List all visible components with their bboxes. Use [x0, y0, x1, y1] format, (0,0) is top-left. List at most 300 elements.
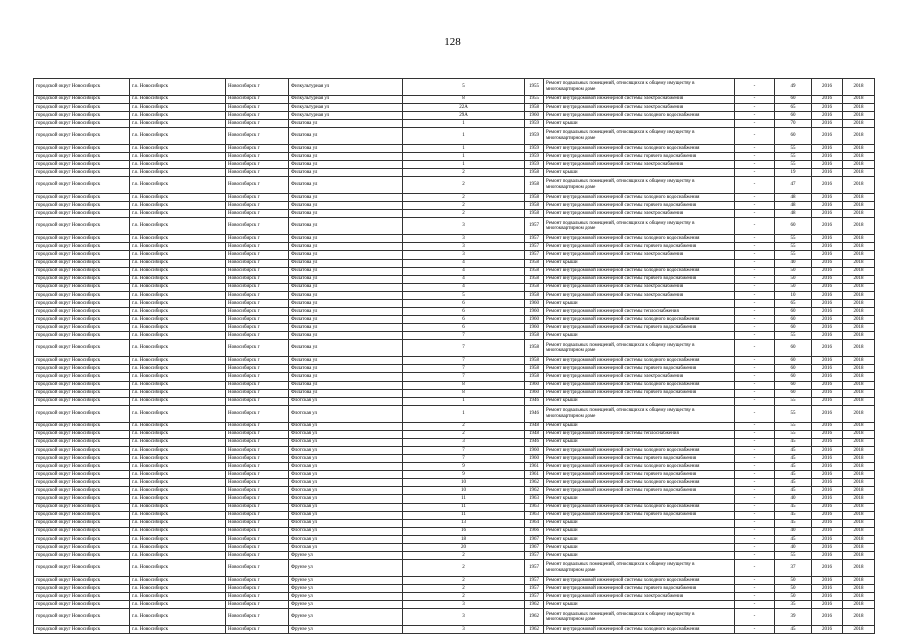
- wear-percent-cell: 60: [775, 357, 812, 365]
- work-type-cell: Ремонт внутридомовой инженерной системы горячего водоснабжения: [544, 585, 735, 593]
- street-cell: Филатова ул: [289, 144, 403, 152]
- street-cell: Физкультурная ул: [289, 111, 403, 119]
- table-row: [34, 422, 875, 430]
- end-year-cell: 2018: [843, 291, 875, 299]
- wear-percent-cell: 60: [775, 373, 812, 381]
- house-number-cell: 3: [403, 626, 525, 634]
- settlement-cell: г.о. Новосибирск: [130, 422, 226, 430]
- city-cell: Новосибирск г: [226, 503, 289, 511]
- wear-percent-cell: 45: [775, 626, 812, 634]
- municipality-cell: городской округ Новосибирск: [34, 454, 130, 462]
- wear-percent-cell: 49: [775, 79, 812, 96]
- wear-percent-cell: 55: [775, 422, 812, 430]
- city-cell: Новосибирск г: [226, 79, 289, 96]
- house-number-cell: 7: [403, 332, 525, 340]
- street-cell: Фрунзе ул: [289, 601, 403, 609]
- table-row: [34, 111, 875, 119]
- wear-percent-cell: 55: [775, 235, 812, 243]
- dash-cell: -: [735, 446, 775, 454]
- start-year-cell: 2016: [812, 275, 843, 283]
- dash-cell: -: [735, 299, 775, 307]
- city-cell: Новосибирск г: [226, 471, 289, 479]
- settlement-cell: г.о. Новосибирск: [130, 267, 226, 275]
- street-cell: Филатова ул: [289, 218, 403, 235]
- municipality-cell: городской округ Новосибирск: [34, 397, 130, 405]
- settlement-cell: г.о. Новосибирск: [130, 308, 226, 316]
- build-year-cell: 1958: [525, 332, 544, 340]
- wear-percent-cell: 45: [775, 519, 812, 527]
- wear-percent-cell: 10: [775, 291, 812, 299]
- end-year-cell: 2018: [843, 316, 875, 324]
- city-cell: Новосибирск г: [226, 111, 289, 119]
- work-type-cell: Ремонт подвальных помещений, относящихся к общему имуществу в многоквартирном доме: [544, 560, 735, 577]
- end-year-cell: 2018: [843, 251, 875, 259]
- work-type-cell: Ремонт подвальных помещений, относящихся к общему имуществу в многоквартирном доме: [544, 340, 735, 357]
- end-year-cell: 2018: [843, 95, 875, 103]
- work-type-cell: Ремонт внутридомовой инженерной системы холодного водоснабжения: [544, 381, 735, 389]
- end-year-cell: 2018: [843, 79, 875, 96]
- house-number-cell: 7: [403, 365, 525, 373]
- city-cell: Новосибирск г: [226, 373, 289, 381]
- work-type-cell: Ремонт внутридомовой инженерной системы электроснабжения: [544, 283, 735, 291]
- start-year-cell: 2016: [812, 373, 843, 381]
- house-number-cell: 5: [403, 291, 525, 299]
- settlement-cell: г.о. Новосибирск: [130, 316, 226, 324]
- city-cell: Новосибирск г: [226, 169, 289, 177]
- dash-cell: -: [735, 194, 775, 202]
- work-type-cell: Ремонт крыши: [544, 438, 735, 446]
- table-row: [34, 609, 875, 626]
- wear-percent-cell: 65: [775, 103, 812, 111]
- dash-cell: -: [735, 316, 775, 324]
- table-row: [34, 324, 875, 332]
- start-year-cell: 2016: [812, 161, 843, 169]
- build-year-cell: 1958: [525, 194, 544, 202]
- table-row: [34, 511, 875, 519]
- wear-percent-cell: 45: [775, 438, 812, 446]
- start-year-cell: 2016: [812, 381, 843, 389]
- dash-cell: -: [735, 454, 775, 462]
- start-year-cell: 2016: [812, 463, 843, 471]
- build-year-cell: 1959: [525, 144, 544, 152]
- wear-percent-cell: 45: [775, 503, 812, 511]
- build-year-cell: 1960: [525, 446, 544, 454]
- city-cell: Новосибирск г: [226, 593, 289, 601]
- end-year-cell: 2018: [843, 324, 875, 332]
- start-year-cell: 2016: [812, 169, 843, 177]
- start-year-cell: 2016: [812, 243, 843, 251]
- build-year-cell: 1963: [525, 495, 544, 503]
- city-cell: Новосибирск г: [226, 576, 289, 584]
- street-cell: Филатова ул: [289, 259, 403, 267]
- wear-percent-cell: 55: [775, 405, 812, 422]
- street-cell: Физкультурная ул: [289, 95, 403, 103]
- house-number-cell: 9: [403, 471, 525, 479]
- wear-percent-cell: 60: [775, 218, 812, 235]
- end-year-cell: 2018: [843, 576, 875, 584]
- work-type-cell: Ремонт внутридомовой инженерной системы теплоснабжения: [544, 308, 735, 316]
- table-row: [34, 593, 875, 601]
- house-number-cell: 20: [403, 544, 525, 552]
- settlement-cell: г.о. Новосибирск: [130, 111, 226, 119]
- start-year-cell: 2016: [812, 609, 843, 626]
- dash-cell: -: [735, 463, 775, 471]
- table-row: [34, 144, 875, 152]
- city-cell: Новосибирск г: [226, 308, 289, 316]
- municipality-cell: городской округ Новосибирск: [34, 471, 130, 479]
- street-cell: Фрунзе ул: [289, 552, 403, 560]
- start-year-cell: 2016: [812, 259, 843, 267]
- work-type-cell: Ремонт внутридомовой инженерной системы горячего водоснабжения: [544, 471, 735, 479]
- dash-cell: -: [735, 503, 775, 511]
- build-year-cell: 1961: [525, 463, 544, 471]
- wear-percent-cell: 55: [775, 144, 812, 152]
- work-type-cell: Ремонт внутридомовой инженерной системы электроснабжения: [544, 210, 735, 218]
- street-cell: Филатова ул: [289, 365, 403, 373]
- settlement-cell: г.о. Новосибирск: [130, 235, 226, 243]
- settlement-cell: г.о. Новосибирск: [130, 405, 226, 422]
- table-row: [34, 479, 875, 487]
- dash-cell: -: [735, 202, 775, 210]
- start-year-cell: 2016: [812, 316, 843, 324]
- end-year-cell: 2018: [843, 544, 875, 552]
- end-year-cell: 2018: [843, 340, 875, 357]
- city-cell: Новосибирск г: [226, 202, 289, 210]
- start-year-cell: 2016: [812, 144, 843, 152]
- wear-percent-cell: 60: [775, 389, 812, 397]
- settlement-cell: г.о. Новосибирск: [130, 487, 226, 495]
- start-year-cell: 2016: [812, 446, 843, 454]
- dash-cell: -: [735, 291, 775, 299]
- end-year-cell: 2018: [843, 308, 875, 316]
- work-type-cell: Ремонт подвальных помещений, относящихся к общему имуществу в многоквартирном доме: [544, 609, 735, 626]
- end-year-cell: 2018: [843, 471, 875, 479]
- house-number-cell: 3: [403, 601, 525, 609]
- house-number-cell: 9: [403, 463, 525, 471]
- municipality-cell: городской округ Новосибирск: [34, 218, 130, 235]
- end-year-cell: 2018: [843, 177, 875, 194]
- end-year-cell: 2018: [843, 626, 875, 634]
- work-type-cell: Ремонт внутридомовой инженерной системы холодного водоснабжения: [544, 463, 735, 471]
- dash-cell: -: [735, 560, 775, 577]
- city-cell: Новосибирск г: [226, 161, 289, 169]
- street-cell: Флотская ул: [289, 430, 403, 438]
- city-cell: Новосибирск г: [226, 430, 289, 438]
- municipality-cell: городской округ Новосибирск: [34, 495, 130, 503]
- street-cell: Филатова ул: [289, 283, 403, 291]
- work-type-cell: Ремонт крыши: [544, 299, 735, 307]
- build-year-cell: 1948: [525, 422, 544, 430]
- house-number-cell: 6: [403, 316, 525, 324]
- start-year-cell: 2016: [812, 389, 843, 397]
- street-cell: Флотская ул: [289, 479, 403, 487]
- wear-percent-cell: 45: [775, 535, 812, 543]
- table-row: [34, 316, 875, 324]
- start-year-cell: 2016: [812, 454, 843, 462]
- table-row: [34, 381, 875, 389]
- municipality-cell: городской округ Новосибирск: [34, 103, 130, 111]
- build-year-cell: 1959: [525, 120, 544, 128]
- work-type-cell: Ремонт внутридомовой инженерной системы холодного водоснабжения: [544, 144, 735, 152]
- house-number-cell: 18: [403, 535, 525, 543]
- dash-cell: -: [735, 585, 775, 593]
- table-row: [34, 576, 875, 584]
- house-number-cell: 2: [403, 552, 525, 560]
- house-number-cell: 4: [403, 267, 525, 275]
- dash-cell: -: [735, 357, 775, 365]
- settlement-cell: г.о. Новосибирск: [130, 454, 226, 462]
- work-type-cell: Ремонт внутридомовой инженерной системы электроснабжения: [544, 251, 735, 259]
- build-year-cell: 1960: [525, 111, 544, 119]
- table-row: [34, 454, 875, 462]
- city-cell: Новосибирск г: [226, 389, 289, 397]
- build-year-cell: 1959: [525, 161, 544, 169]
- settlement-cell: г.о. Новосибирск: [130, 389, 226, 397]
- city-cell: Новосибирск г: [226, 365, 289, 373]
- table-row: [34, 560, 875, 577]
- municipality-cell: городской округ Новосибирск: [34, 275, 130, 283]
- work-type-cell: Ремонт внутридомовой инженерной системы горячего водоснабжения: [544, 275, 735, 283]
- end-year-cell: 2018: [843, 235, 875, 243]
- house-number-cell: 1: [403, 153, 525, 161]
- street-cell: Филатова ул: [289, 177, 403, 194]
- street-cell: Фрунзе ул: [289, 609, 403, 626]
- house-number-cell: 2: [403, 430, 525, 438]
- table-row: [34, 202, 875, 210]
- end-year-cell: 2018: [843, 609, 875, 626]
- settlement-cell: г.о. Новосибирск: [130, 576, 226, 584]
- municipality-cell: городской округ Новосибирск: [34, 463, 130, 471]
- build-year-cell: 1960: [525, 324, 544, 332]
- start-year-cell: 2016: [812, 202, 843, 210]
- build-year-cell: 1957: [525, 576, 544, 584]
- work-type-cell: Ремонт внутридомовой инженерной системы горячего водоснабжения: [544, 153, 735, 161]
- start-year-cell: 2016: [812, 95, 843, 103]
- settlement-cell: г.о. Новосибирск: [130, 103, 226, 111]
- work-type-cell: Ремонт крыши: [544, 519, 735, 527]
- work-type-cell: Ремонт крыши: [544, 332, 735, 340]
- work-type-cell: Ремонт подвальных помещений, относящихся к общему имуществу в многоквартирном доме: [544, 405, 735, 422]
- dash-cell: -: [735, 405, 775, 422]
- build-year-cell: 1958: [525, 259, 544, 267]
- end-year-cell: 2018: [843, 601, 875, 609]
- work-type-cell: Ремонт крыши: [544, 552, 735, 560]
- build-year-cell: 1967: [525, 535, 544, 543]
- table-row: [34, 79, 875, 96]
- work-type-cell: Ремонт крыши: [544, 535, 735, 543]
- table-row: [34, 275, 875, 283]
- end-year-cell: 2018: [843, 365, 875, 373]
- table-row: [34, 585, 875, 593]
- end-year-cell: 2018: [843, 128, 875, 145]
- dash-cell: -: [735, 373, 775, 381]
- end-year-cell: 2018: [843, 210, 875, 218]
- dash-cell: -: [735, 552, 775, 560]
- work-type-cell: Ремонт крыши: [544, 422, 735, 430]
- wear-percent-cell: 35: [775, 601, 812, 609]
- end-year-cell: 2018: [843, 283, 875, 291]
- table-row: [34, 194, 875, 202]
- city-cell: Новосибирск г: [226, 479, 289, 487]
- build-year-cell: 1959: [525, 128, 544, 145]
- dash-cell: -: [735, 79, 775, 96]
- city-cell: Новосибирск г: [226, 446, 289, 454]
- dash-cell: -: [735, 103, 775, 111]
- street-cell: Филатова ул: [289, 308, 403, 316]
- city-cell: Новосибирск г: [226, 210, 289, 218]
- settlement-cell: г.о. Новосибирск: [130, 340, 226, 357]
- end-year-cell: 2018: [843, 103, 875, 111]
- dash-cell: -: [735, 120, 775, 128]
- build-year-cell: 1964: [525, 519, 544, 527]
- work-type-cell: Ремонт крыши: [544, 527, 735, 535]
- city-cell: Новосибирск г: [226, 153, 289, 161]
- build-year-cell: 1960: [525, 381, 544, 389]
- start-year-cell: 2016: [812, 308, 843, 316]
- municipality-cell: городской округ Новосибирск: [34, 544, 130, 552]
- house-number-cell: 8: [403, 95, 525, 103]
- table-row: [34, 487, 875, 495]
- build-year-cell: 1958: [525, 283, 544, 291]
- start-year-cell: 2016: [812, 495, 843, 503]
- table-row: [34, 283, 875, 291]
- dash-cell: -: [735, 251, 775, 259]
- city-cell: Новосибирск г: [226, 235, 289, 243]
- house-number-cell: 2: [403, 194, 525, 202]
- end-year-cell: 2018: [843, 381, 875, 389]
- street-cell: Флотская ул: [289, 454, 403, 462]
- wear-percent-cell: 48: [775, 194, 812, 202]
- municipality-cell: городской округ Новосибирск: [34, 316, 130, 324]
- city-cell: Новосибирск г: [226, 324, 289, 332]
- end-year-cell: 2018: [843, 243, 875, 251]
- table-row: [34, 373, 875, 381]
- end-year-cell: 2018: [843, 218, 875, 235]
- end-year-cell: 2018: [843, 422, 875, 430]
- settlement-cell: г.о. Новосибирск: [130, 519, 226, 527]
- city-cell: Новосибирск г: [226, 332, 289, 340]
- start-year-cell: 2016: [812, 194, 843, 202]
- municipality-cell: городской округ Новосибирск: [34, 405, 130, 422]
- work-type-cell: Ремонт внутридомовой инженерной системы холодного водоснабжения: [544, 267, 735, 275]
- end-year-cell: 2018: [843, 527, 875, 535]
- work-type-cell: Ремонт подвальных помещений, относящихся к общему имуществу в многоквартирном доме: [544, 177, 735, 194]
- work-type-cell: Ремонт внутридомовой инженерной системы горячего водоснабжения: [544, 487, 735, 495]
- dash-cell: -: [735, 153, 775, 161]
- settlement-cell: г.о. Новосибирск: [130, 299, 226, 307]
- work-type-cell: Ремонт внутридомовой инженерной системы электроснабжения: [544, 95, 735, 103]
- work-type-cell: Ремонт крыши: [544, 495, 735, 503]
- start-year-cell: 2016: [812, 438, 843, 446]
- wear-percent-cell: 50: [775, 267, 812, 275]
- work-type-cell: Ремонт внутридомовой инженерной системы холодного водоснабжения: [544, 576, 735, 584]
- end-year-cell: 2018: [843, 511, 875, 519]
- end-year-cell: 2018: [843, 120, 875, 128]
- dash-cell: -: [735, 218, 775, 235]
- work-type-cell: Ремонт внутридомовой инженерной системы холодного водоснабжения: [544, 194, 735, 202]
- end-year-cell: 2018: [843, 479, 875, 487]
- wear-percent-cell: 55: [775, 552, 812, 560]
- end-year-cell: 2018: [843, 552, 875, 560]
- dash-cell: -: [735, 210, 775, 218]
- municipality-cell: городской округ Новосибирск: [34, 169, 130, 177]
- municipality-cell: городской округ Новосибирск: [34, 79, 130, 96]
- wear-percent-cell: 45: [775, 471, 812, 479]
- municipality-cell: городской округ Новосибирск: [34, 576, 130, 584]
- work-type-cell: Ремонт крыши: [544, 169, 735, 177]
- house-number-cell: 2: [403, 585, 525, 593]
- start-year-cell: 2016: [812, 177, 843, 194]
- municipality-cell: городской округ Новосибирск: [34, 324, 130, 332]
- settlement-cell: г.о. Новосибирск: [130, 511, 226, 519]
- settlement-cell: г.о. Новосибирск: [130, 365, 226, 373]
- table-row: [34, 365, 875, 373]
- municipality-cell: городской округ Новосибирск: [34, 144, 130, 152]
- build-year-cell: 1957: [525, 251, 544, 259]
- street-cell: Флотская ул: [289, 487, 403, 495]
- build-year-cell: 1958: [525, 169, 544, 177]
- street-cell: Физкультурная ул: [289, 103, 403, 111]
- dash-cell: -: [735, 397, 775, 405]
- end-year-cell: 2018: [843, 487, 875, 495]
- table-row: [34, 340, 875, 357]
- settlement-cell: г.о. Новосибирск: [130, 243, 226, 251]
- municipality-cell: городской округ Новосибирск: [34, 511, 130, 519]
- city-cell: Новосибирск г: [226, 487, 289, 495]
- start-year-cell: 2016: [812, 527, 843, 535]
- municipality-cell: городской округ Новосибирск: [34, 593, 130, 601]
- city-cell: Новосибирск г: [226, 609, 289, 626]
- work-type-cell: Ремонт подвальных помещений, относящихся к общему имуществу в многоквартирном доме: [544, 218, 735, 235]
- table-row: [34, 471, 875, 479]
- work-type-cell: Ремонт крыши: [544, 120, 735, 128]
- municipality-cell: городской округ Новосибирск: [34, 422, 130, 430]
- table-row: [34, 120, 875, 128]
- municipality-cell: городской округ Новосибирск: [34, 601, 130, 609]
- dash-cell: -: [735, 128, 775, 145]
- city-cell: Новосибирск г: [226, 299, 289, 307]
- work-type-cell: Ремонт крыши: [544, 397, 735, 405]
- municipality-cell: городской округ Новосибирск: [34, 389, 130, 397]
- municipality-cell: городской округ Новосибирск: [34, 308, 130, 316]
- wear-percent-cell: 45: [775, 487, 812, 495]
- municipality-cell: городской округ Новосибирск: [34, 299, 130, 307]
- table-row: [34, 503, 875, 511]
- end-year-cell: 2018: [843, 259, 875, 267]
- dash-cell: -: [735, 626, 775, 634]
- dash-cell: -: [735, 177, 775, 194]
- start-year-cell: 2016: [812, 576, 843, 584]
- settlement-cell: г.о. Новосибирск: [130, 79, 226, 96]
- work-type-cell: Ремонт внутридомовой инженерной системы горячего водоснабжения: [544, 243, 735, 251]
- street-cell: Филатова ул: [289, 153, 403, 161]
- page-number: 128: [444, 36, 461, 48]
- dash-cell: -: [735, 495, 775, 503]
- house-number-cell: 11: [403, 503, 525, 511]
- table-row: [34, 405, 875, 422]
- house-number-cell: 1: [403, 144, 525, 152]
- build-year-cell: 1958: [525, 103, 544, 111]
- end-year-cell: 2018: [843, 144, 875, 152]
- city-cell: Новосибирск г: [226, 259, 289, 267]
- start-year-cell: 2016: [812, 324, 843, 332]
- dash-cell: -: [735, 487, 775, 495]
- city-cell: Новосибирск г: [226, 585, 289, 593]
- house-number-cell: 11: [403, 495, 525, 503]
- start-year-cell: 2016: [812, 511, 843, 519]
- settlement-cell: г.о. Новосибирск: [130, 535, 226, 543]
- municipality-cell: городской округ Новосибирск: [34, 479, 130, 487]
